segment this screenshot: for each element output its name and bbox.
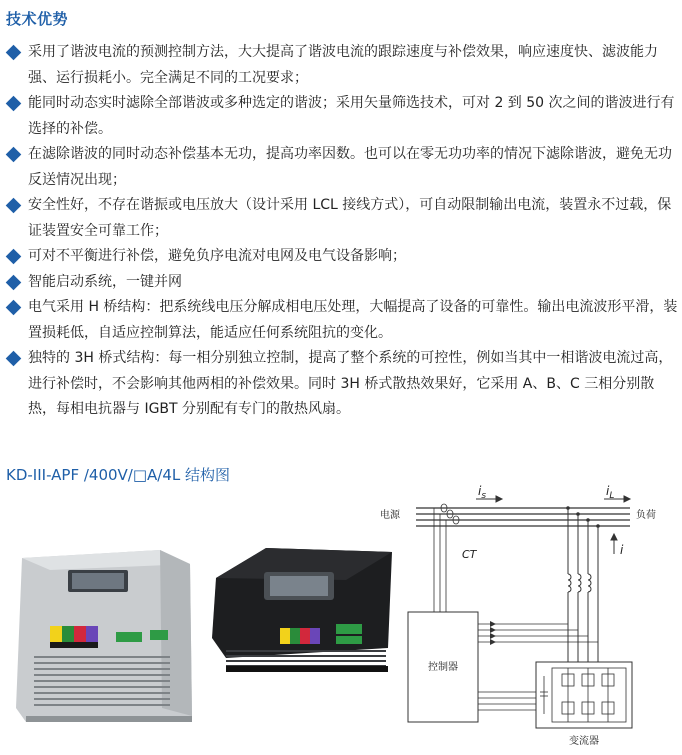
feature-text: 安全性好，不存在谐振或电压放大（设计采用 LCL 接线方式），可自动限制输出电流，装置永不过载，保证装置安全可靠工作； [28,197,672,239]
feature-item [4,91,680,142]
feature-item [4,244,680,270]
feature-text: 能同时动态实时滤除全部谐波或多种选定的谐波；采用矢量筛选技术，可对 2 到 50 次之间的谐波进行有选择的补偿。 [28,95,675,137]
feature-item [4,295,680,346]
product-photo-black-cabinet [206,538,396,688]
converter-box [536,662,632,728]
feature-text: 电气采用 H 桥结构：把系统线电压分解成相电压处理，大幅提高了设备的可靠性。输出电流波形平滑，装置损耗低，自适应控制算法，能适应任何系统阻抗的变化。 [28,299,678,341]
feature-text: 可对不平衡进行补偿，避免负序电流对电网及电气设备影响； [28,248,406,264]
converter-label: 变流器 [569,736,599,747]
feature-item [4,40,680,91]
feature-text: 采用了谐波电流的预测控制方法，大大提高了谐波电流的跟踪速度与补偿效果，响应速度快、滤波能力强、运行损耗小。完全满足不同的工况要求； [28,44,658,86]
diamond-bullet-icon [6,300,22,316]
diamond-bullet-icon [6,198,22,214]
feature-item [4,193,680,244]
feature-text: 智能启动系统，一键并网 [28,273,182,290]
feature-item [4,142,680,193]
diamond-bullet-icon [6,45,22,61]
feature-item [4,270,680,296]
is-label: $i_s$ [478,484,487,501]
load-label: 负荷 [636,510,656,521]
feature-list [4,40,680,423]
ct-label: CT [462,548,477,561]
controller-label: 控制器 [428,662,458,673]
section-title: 技术优势 [6,10,69,28]
i-label: i [620,543,624,557]
source-label: 电源 [380,510,400,521]
structure-title: KD-III-APF /400V/□A/4L 结构图 [6,466,231,484]
product-photo-grey-cabinet [10,540,200,730]
feature-text: 在滤除谐波的同时动态补偿基本无功，提高功率因数。也可以在零无功功率的情况下滤除谐波，避免无功反送情况出现； [28,146,672,188]
il-label: $i_L$ [606,484,615,501]
diamond-bullet-icon [6,274,22,290]
diamond-bullet-icon [6,96,22,112]
diamond-bullet-icon [6,351,22,367]
diamond-bullet-icon [6,147,22,163]
feature-item [4,346,680,423]
diamond-bullet-icon [6,249,22,265]
feature-text: 独特的 3H 桥式结构：每一相分别独立控制，提高了整个系统的可控性，例如当其中一相谐波电流过高，进行补偿时，不会影响其他两相的补偿效果。同时 3H 桥式散热效果好，它采用 A、B、C 三相分别散热，每相电抗器与 IGBT 分别配有专门的散热风扇。 [28,350,673,417]
structure-diagram [378,478,678,748]
